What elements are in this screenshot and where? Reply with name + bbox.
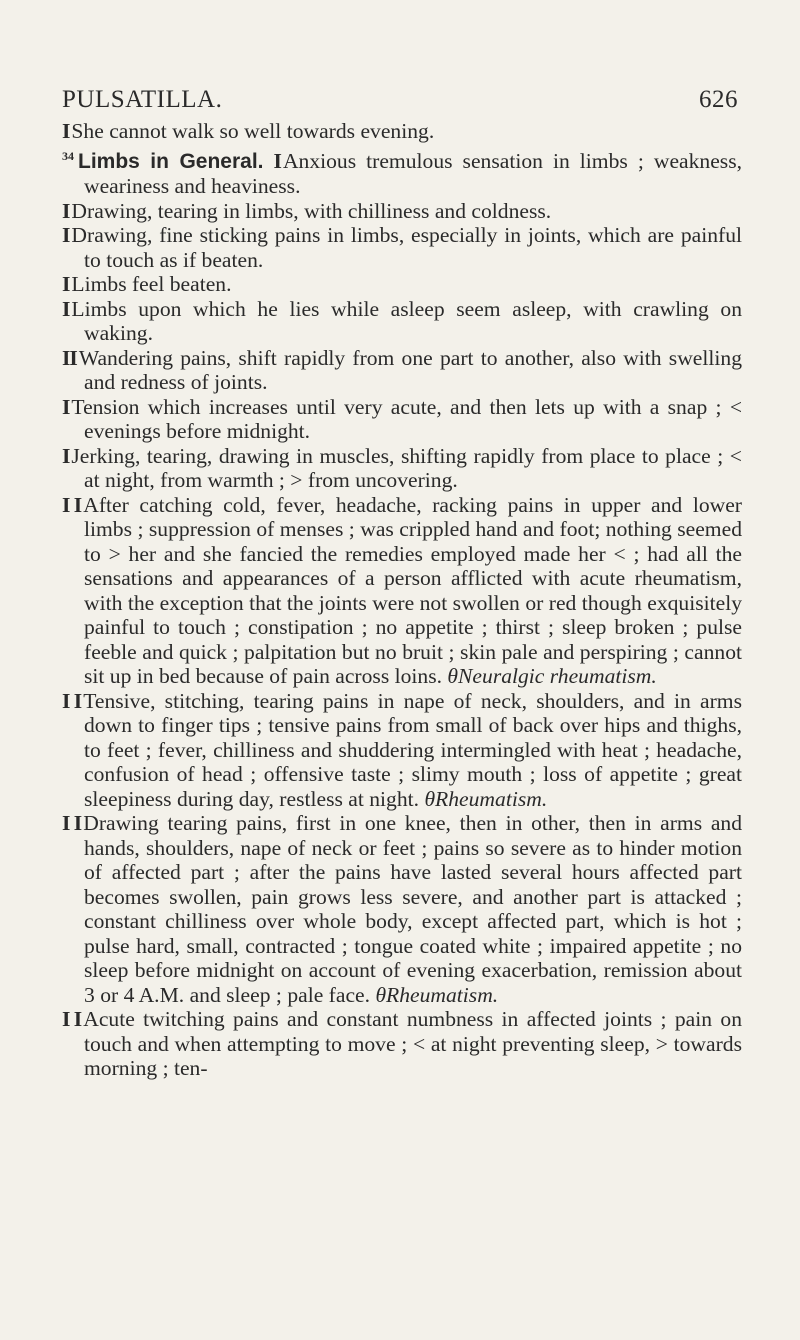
entry-text: Limbs feel beaten.: [71, 272, 232, 297]
entry-10: [62, 493, 742, 689]
entry-mark: I: [273, 148, 281, 173]
entry-mark: I I: [62, 688, 82, 713]
entry-mark: I I: [62, 811, 82, 836]
page-number: 626: [699, 86, 738, 113]
entry-mark: II: [62, 345, 77, 370]
entry-7: [62, 346, 742, 395]
entry-text: Anxious tremulous sensation in limbs ; weakness, weariness and heaviness.: [84, 148, 742, 199]
entry-text: Drawing, fine sticking pains in limbs, especially in joints, which are painful to touch as if beaten.: [71, 223, 742, 272]
entry-text: Tensive, stitching, tearing pains in nape of neck, shoulders, and in arms down to finger tips ; tensive pains from small of back over hips and thighs, to feet ; fever, chilliness and shuddering intermingled with heat ; headache, confusion of head ; offensive taste ; slimy mouth ; loss of appetite ; great sleepiness during day, restless at night.: [83, 688, 742, 811]
entry-diagnosis: θRheumatism.: [424, 786, 548, 811]
entry-9: [62, 444, 742, 493]
entry-diagnosis: θNeuralgic rheumatism.: [447, 664, 657, 689]
entry-text: Tension which increases until very acute, and then lets up with a snap ; < evenings before midnight.: [71, 394, 742, 444]
entry-2-section-start: [62, 144, 742, 199]
entry-text: Drawing tearing pains, first in one knee, then in other, then in arms and hands, shoulders, nape of neck or feet ; pains so severe as to hinder motion of affected part ; after the pains have lasted several hours affected part becomes swollen, pain grows less severe, and another part is attacked ; constant chilliness over whole body, except affected part, which is hot ; pulse hard, small, contracted ; tongue coated white ; impaired appetite ; no sleep before midnight on account of evening exacerbation, remission about 3 or 4 A.M. and sleep ; pale face.: [83, 811, 742, 1007]
section-number: 34: [62, 148, 74, 163]
entry-mark: I: [62, 272, 70, 297]
entry-5: [62, 272, 742, 297]
entry-text: After catching cold, fever, headache, racking pains in upper and lower limbs ; suppression of menses ; was crippled hand and foot; nothing seemed to > her and she fancied the remedies employed made her < ; had all the sensations and appearances of a person afflicted with acute rheumatism, with the exception that the joints were not swollen or red though exquisitely painful to touch ; constipation ; no appetite ; thirst ; sleep broken ; pulse feeble and quick ; palpitation but no bruit ; skin pale and perspiring ; cannot sit up in bed because of pain across loins.: [83, 492, 742, 689]
entry-diagnosis: θRheumatism.: [375, 982, 499, 1007]
running-title: PULSATILLA.: [62, 86, 223, 113]
entry-text: Jerking, tearing, drawing in muscles, shifting rapidly from place to place ; < at night, from warmth ; > from uncovering.: [71, 443, 742, 493]
entry-mark: I: [62, 394, 70, 419]
entry-1: [62, 119, 742, 144]
entry-text: Wandering pains, shift rapidly from one part to another, also with swelling and redness of joints.: [78, 345, 742, 395]
page-body: [62, 119, 742, 1081]
entry-mark: I I: [62, 492, 82, 517]
entry-13: [62, 1007, 742, 1081]
section-title: Limbs in General.: [78, 149, 264, 173]
entry-mark: I I: [62, 1007, 82, 1032]
entry-mark: I: [62, 198, 70, 223]
entry-6: [62, 297, 742, 346]
entry-8: [62, 395, 742, 444]
entry-12: [62, 811, 742, 1007]
entry-mark: I: [62, 296, 70, 321]
entry-mark: I: [62, 119, 70, 143]
entry-text: Acute twitching pains and constant numbness in affected joints ; pain on touch and when attempting to move ; < at night preventing sleep, > towards morning ; ten-: [83, 1007, 742, 1081]
entry-4: [62, 223, 742, 272]
entry-text: Limbs upon which he lies while asleep seem asleep, with crawling on waking.: [71, 296, 742, 346]
entry-mark: I: [62, 223, 70, 248]
entry-3: [62, 199, 742, 224]
entry-text: She cannot walk so well towards evening.: [71, 119, 435, 143]
entry-11: [62, 689, 742, 812]
entry-text: Drawing, tearing in limbs, with chilliness and coldness.: [71, 198, 552, 223]
entry-mark: I: [62, 443, 70, 468]
page-header: [62, 86, 738, 122]
